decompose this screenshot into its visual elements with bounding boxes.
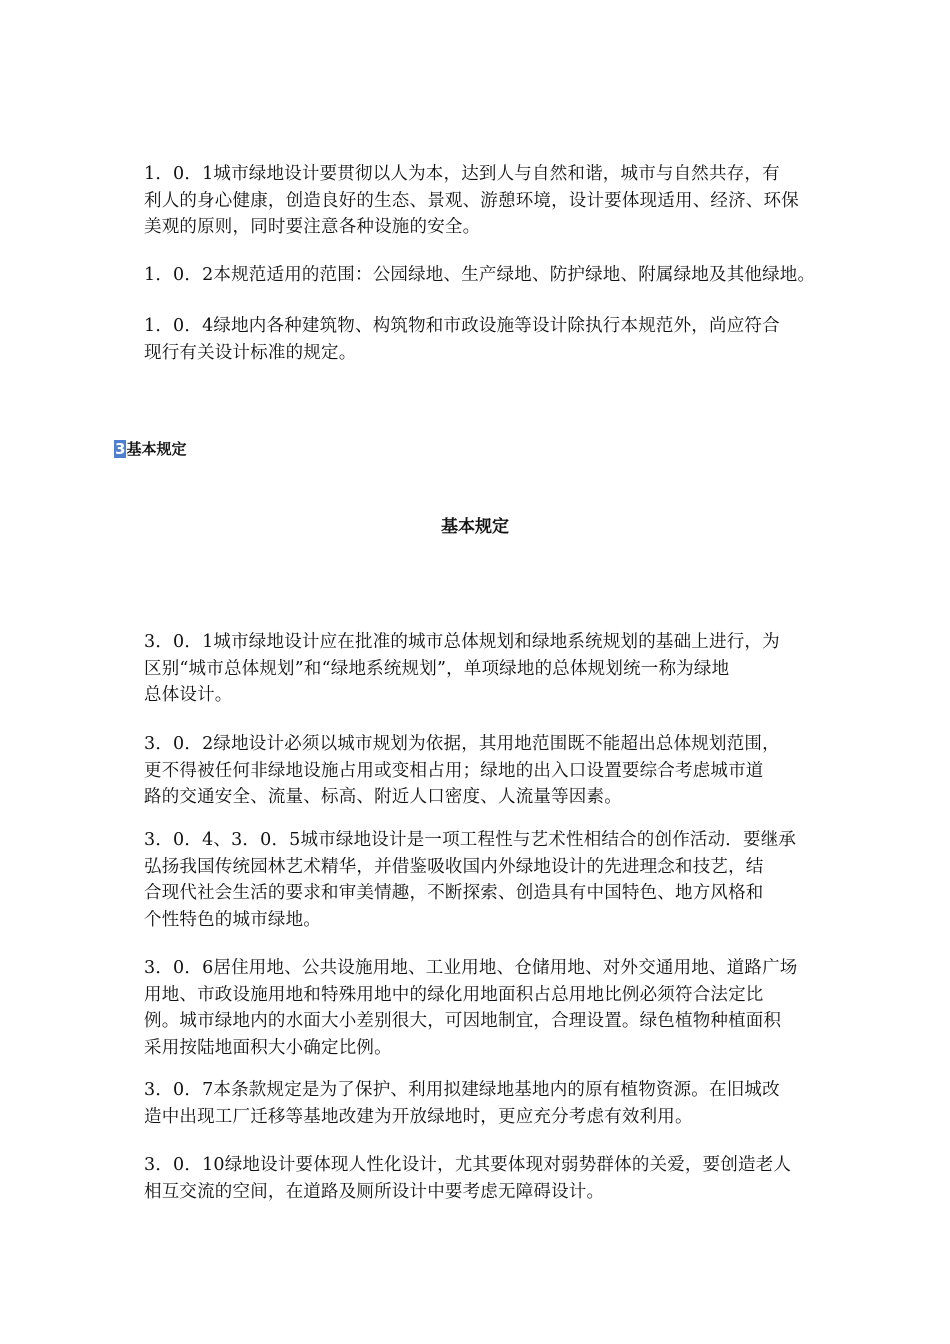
section-number-highlight: 3 — [115, 440, 126, 458]
clause-1-0-2: 1．0．2本规范适用的范围：公园绿地、生产绿地、防护绿地、附属绿地及其他绿地。 — [144, 265, 816, 285]
clause-3-0-10: 3．0．10绿地设计要体现人性化设计，尤其要体现对弱势群体的关爱，要创造老人 相互交流的空间，在道路及厕所设计中要考虑无障碍设计。 — [144, 1155, 792, 1202]
clause-3-0-7: 3．0．7本条款规定是为了保护、利用拟建绿地基地内的原有植物资源。在旧城改 造中出现工厂迁移等基地改建为开放绿地时，更应充分考虑有效利用。 — [144, 1080, 780, 1127]
clause-1-0-1: 1．0．1城市绿地设计要贯彻以人为本，达到人与自然和谐，城市与自然共存，有 利人的身心健康，创造良好的生态、景观、游憩环境，设计要体现适用、经济、环保 美观的原则，同时要注意各种设施的安全。 — [144, 164, 799, 237]
clause-3-0-1: 3．0．1城市绿地设计应在批准的城市总体规划和绿地系统规划的基础上进行，为 区别“城市总体规划”和“绿地系统规划”，单项绿地的总体规划统一称为绿地 总体设计。 — [144, 632, 780, 705]
clause-3-0-6: 3．0．6居住用地、公共设施用地、工业用地、仓储用地、对外交通用地、道路广场 用地、市政设施用地和特殊用地中的绿化用地面积占总用地比例必须符合法定比 例。城市绿地内的水面大小差别很大，可因地制宜，合理设置。绿色植物种植面积 采用按陆地面积大小确定比例。 — [144, 958, 798, 1058]
section-heading-text: 基本规定 — [126, 440, 187, 458]
clause-1-0-4: 1．0．4绿地内各种建筑物、构筑物和市政设施等设计除执行本规范外，尚应符合 现行有关设计标准的规定。 — [144, 316, 780, 363]
section-3-heading — [114, 439, 186, 459]
clause-3-0-2: 3．0．2绿地设计必须以城市规划为依据，其用地范围既不能超出总体规划范围， 更不得被任何非绿地设施占用或变相占用；绿地的出入口设置要综合考虑城市道 路的交通安全、流量、标高、附近人口密度、人流量等因素。 — [144, 734, 780, 807]
section-3-title: 基本规定 — [441, 517, 509, 537]
clause-3-0-4-5: 3．0．4、3．0．5城市绿地设计是一项工程性与艺术性相结合的创作活动．要继承 弘扬我国传统园林艺术精华，并借鉴吸收国内外绿地设计的先进理念和技艺，结 合现代社会生活的要求和审美情趣，不断探索、创造具有中国特色、地方风格和 个性特色的城市绿地。 — [144, 830, 797, 930]
